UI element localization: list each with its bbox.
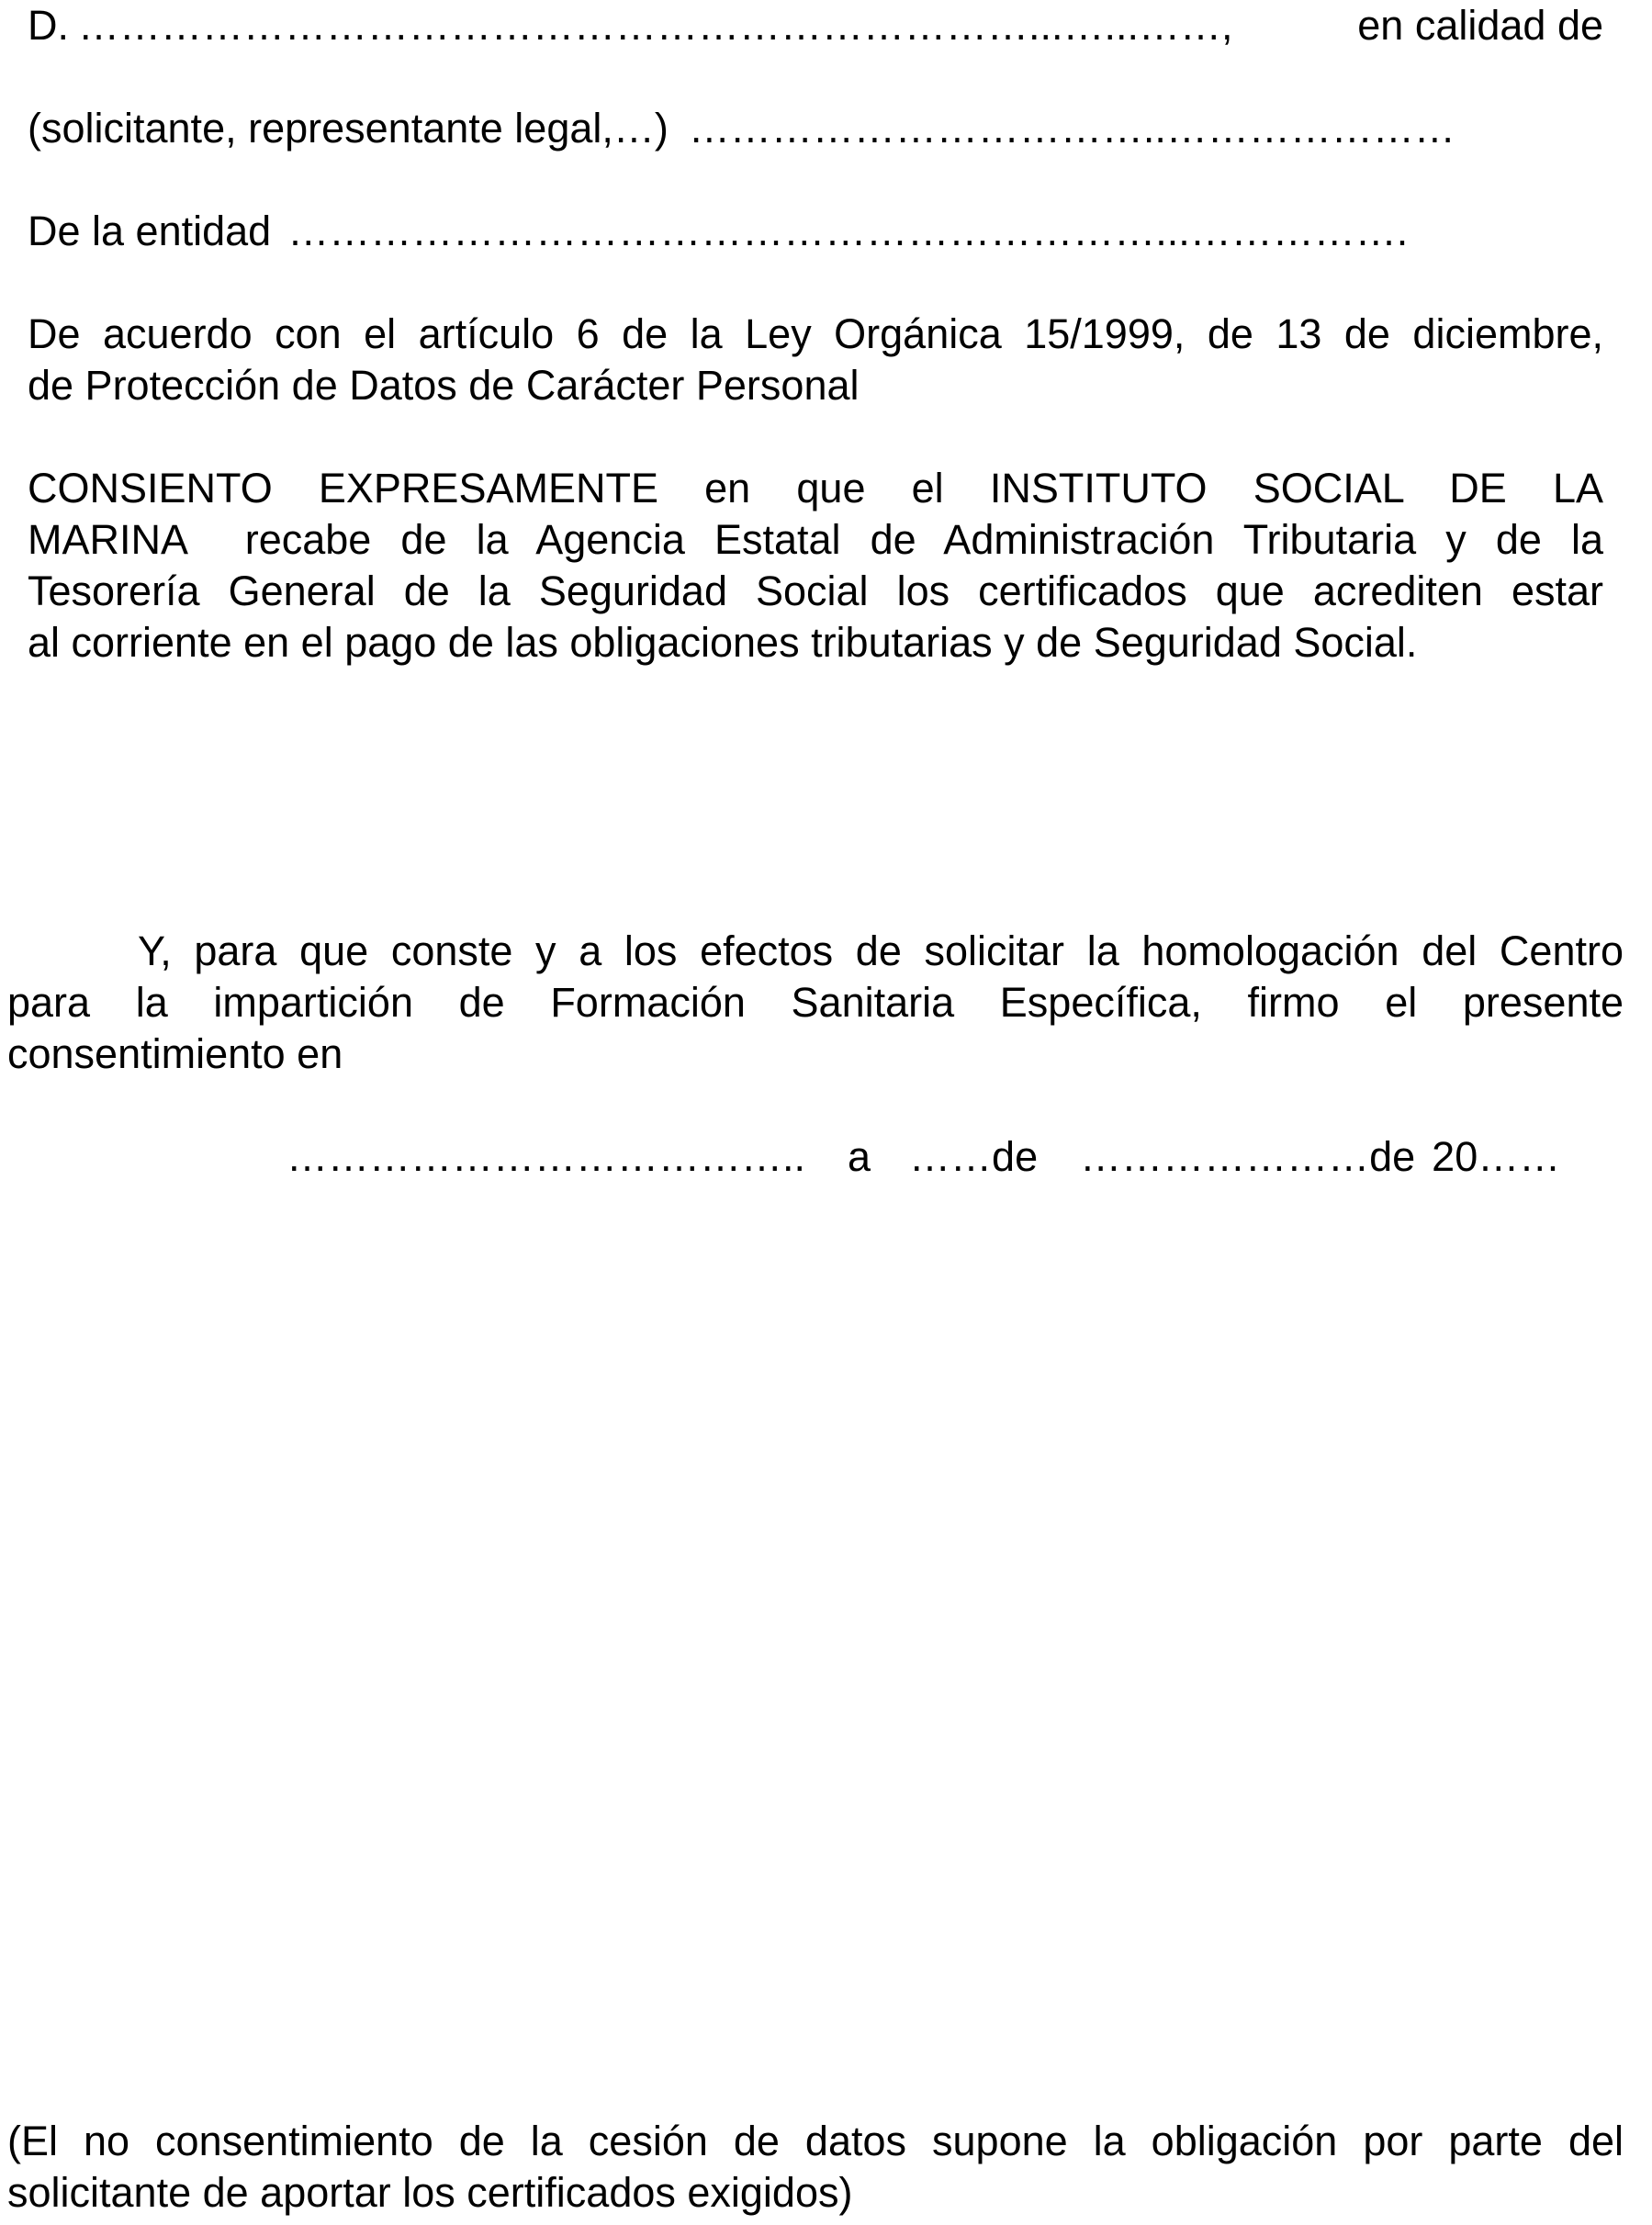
role-field-row [28,103,1455,154]
signing-line: consentimiento en [7,1030,343,1077]
legal-reference-line: De acuerdo con el artículo 6 de la Ley Orgánica 15/1999, de 13 de diciembre, [28,310,1603,357]
day-blank[interactable]: ……de [909,1133,1039,1180]
consent-line: Tesorería General de la Seguridad Social los certificados que acrediten estar [28,567,1603,614]
entity-field-blank[interactable]: ………………………………………………………...……………. [287,208,1409,254]
capacity-label: en calidad de [1357,2,1603,49]
place-blank[interactable]: ……………………………….. [287,1133,806,1180]
legal-reference-line: de Protección de Datos de Carácter Personal [28,362,860,409]
consent-line: MARINA recabe de la Agencia Estatal de Administración Tributaria y de la [28,516,1603,563]
role-field-blank[interactable]: ……………………………..………………… [688,105,1455,152]
consent-line: al corriente en el pago de las obligaciones tributarias y de Seguridad Social. [28,619,1418,666]
footnote-line: (El no consentimiento de la cesión de datos supone la obligación por parte del [7,2118,1624,2164]
consent-line: CONSIENTO EXPRESAMENTE en que el INSTITUTO SOCIAL DE LA [28,465,1603,511]
name-field-row [28,0,1603,51]
role-field-label: (solicitante, representante legal,…) [28,105,669,152]
month-blank[interactable]: …………………de [1080,1133,1416,1180]
entity-field-label: De la entidad [28,208,272,254]
signing-line: para la impartición de Formación Sanitaria Específica, firmo el presente [7,979,1624,1026]
name-field-label: D. [28,2,69,49]
date-a-label: a [848,1133,871,1180]
year-blank[interactable]: 20…… [1432,1133,1561,1180]
name-field-blank[interactable]: ……………………………………………………………...…...……, [78,2,1233,49]
date-place-row [287,1131,1560,1183]
footnote-line: solicitante de aportar los certificados exigidos) [7,2169,853,2216]
signing-line: Y, para que conste y a los efectos de solicitar la homologación del Centro [138,927,1624,974]
entity-field-row [28,206,1408,257]
